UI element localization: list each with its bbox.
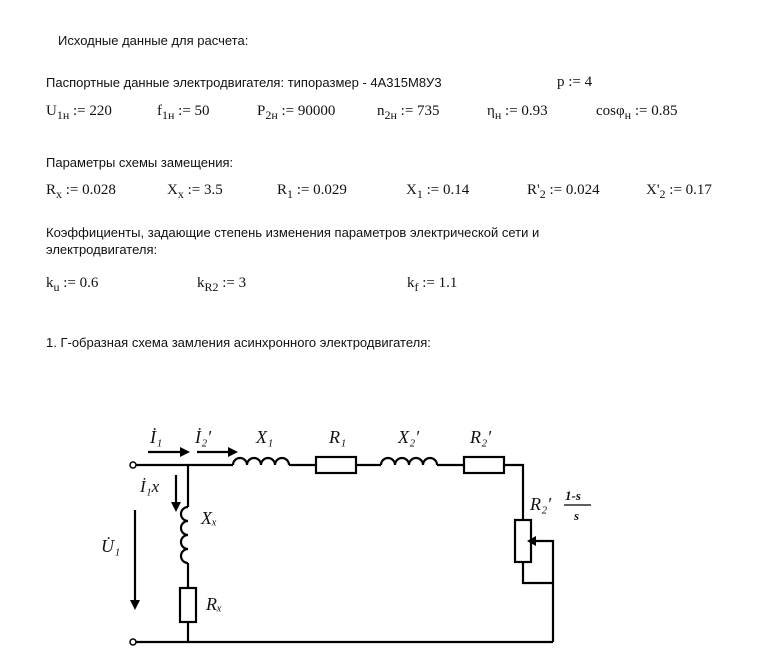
label-r2s-numerator: 1-s (565, 488, 581, 503)
var-xx: $X_x$ := 3.5 (167, 182, 223, 201)
terminal-bottom (130, 639, 136, 645)
label-x2: X₂′ (398, 427, 420, 447)
inductor-x1 (233, 458, 289, 465)
resistor-r1 (316, 457, 356, 473)
scheme-params-label: Параметры схемы замещения: (46, 155, 234, 170)
var-n2n: $n_{2н}$ := 735 (377, 103, 440, 122)
var-kr2: $k_{R2}$ := 3 (197, 275, 247, 294)
pole-pairs: p := 4 (557, 74, 593, 90)
label-r2s-base: R₂′ (530, 494, 552, 514)
var-rx: $R_x$ := 0.028 (46, 182, 116, 201)
label-i1x: İ₁x (140, 477, 160, 496)
coefficients-label: Коэффициенты, задающие степень изменения параметров электрической сети и электродвигателя: (46, 225, 540, 257)
label-x1: X₁ (256, 427, 274, 447)
arrow-head-i1x (171, 502, 181, 512)
resistor-rx (180, 588, 196, 622)
arrow-head-i2 (228, 447, 238, 457)
var-eta: $\eta_н$ := 0.93 (487, 103, 548, 122)
inductor-xx (181, 507, 188, 563)
var-r2prime: $R'_2$ := 0.024 (527, 182, 600, 201)
label-r1: R₁ (329, 427, 347, 447)
label-u1: U̇₁ (101, 536, 121, 556)
wire-r2-right (504, 465, 523, 520)
label-i2: İ₂′ (195, 427, 212, 447)
var-cosphi: cosφ$_н$ := 0.85 (596, 103, 678, 122)
wire-right-down (523, 562, 553, 642)
var-p2n: $P_{2н}$ := 90000 (257, 103, 336, 122)
var-x1: $X_1$ := 0.14 (406, 182, 470, 201)
var-ku: $k_u$ := 0.6 (46, 275, 99, 294)
inductor-x2 (381, 458, 437, 465)
label-r2: R₂′ (470, 427, 492, 447)
var-r1: $R_1$ := 0.029 (277, 182, 347, 201)
arrow-head-i1 (180, 447, 190, 457)
label-i1: İ₁ (150, 427, 163, 447)
section-1-title: 1. Г-образная схема замления асинхронного электродвигателя: (46, 335, 431, 350)
arrow-head-u1 (130, 600, 140, 610)
var-f1n: $f_{1н}$ := 50 (157, 103, 210, 122)
label-rx: Rₓ (206, 594, 223, 614)
heading: Исходные данные для расчета: (58, 33, 249, 48)
passport-label: Паспортные данные электродвигателя: типоразмер - 4А315М8У3 (46, 75, 442, 90)
var-x2prime: $X'_2$ := 0.17 (646, 182, 712, 201)
label-r2s-denominator: s (574, 508, 580, 523)
terminal-top (130, 462, 136, 468)
var-kf: $k_f$ := 1.1 (407, 275, 458, 294)
resistor-r2 (464, 457, 504, 473)
var-u1n: $U_{1н}$ := 220 (46, 103, 112, 122)
slider-arrow (536, 541, 553, 583)
label-xx: Xₓ (201, 508, 218, 528)
